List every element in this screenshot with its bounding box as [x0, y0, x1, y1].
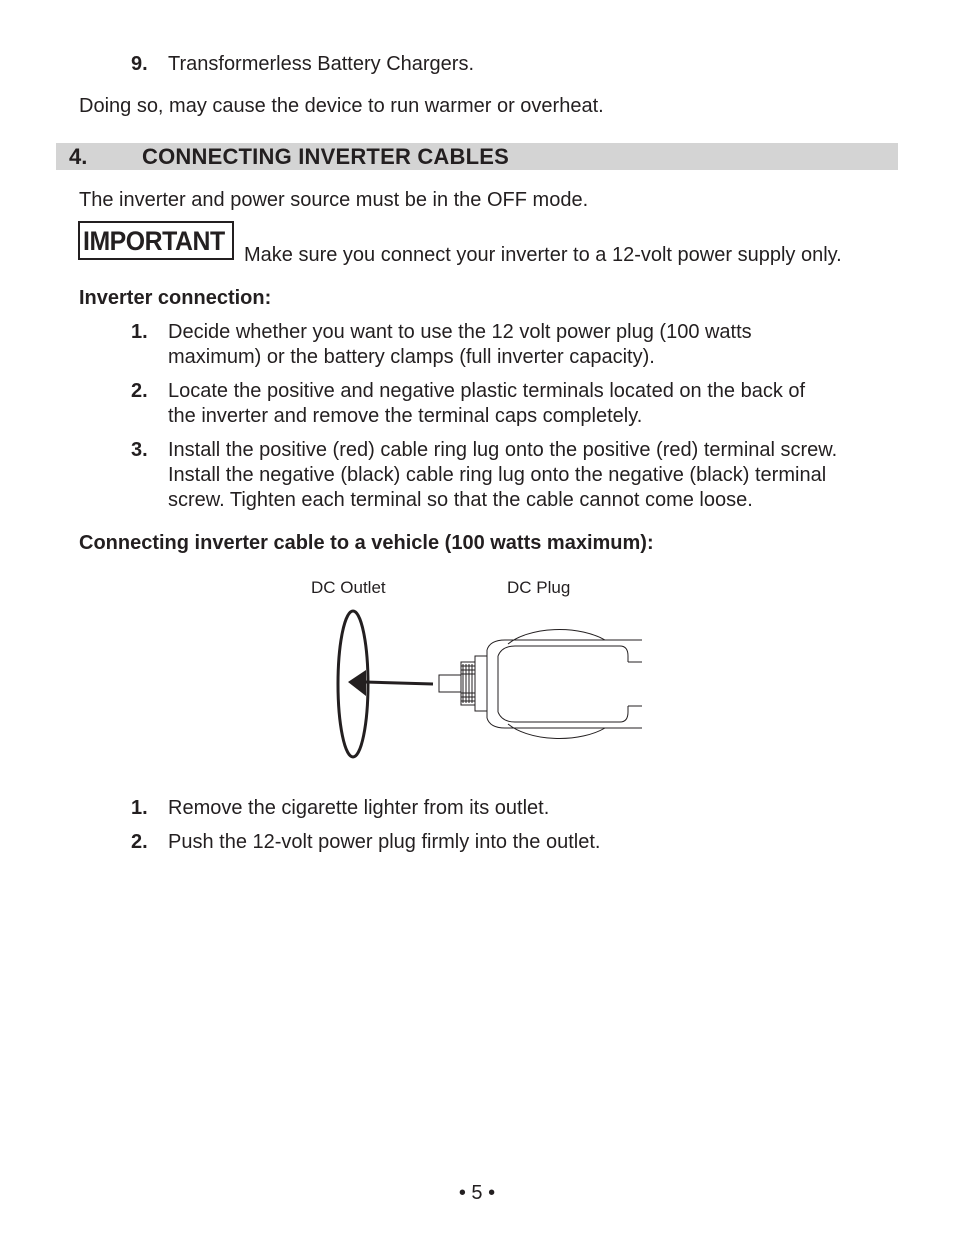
dc-plug-shape [439, 629, 642, 738]
important-badge-label: IMPORTANT [83, 226, 225, 256]
section-number: 4. [69, 144, 88, 169]
step-line: screw. Tighten each terminal so that the cable cannot come loose. [168, 489, 753, 511]
important-text: Make sure you connect your inverter to a 12-volt power supply only. [244, 244, 842, 266]
dc-outlet-label: DC Outlet [311, 578, 386, 597]
step-number: 1. [131, 321, 148, 343]
step-number: 1. [131, 797, 148, 819]
dc-plug-label: DC Plug [507, 578, 571, 597]
list-item-number: 9. [131, 53, 148, 75]
step-text: Push the 12-volt power plug firmly into the outlet. [168, 831, 601, 853]
dc-plug-diagram [320, 600, 650, 770]
insert-arrow-shaft [365, 682, 433, 684]
off-mode-note: The inverter and power source must be in the OFF mode. [79, 189, 589, 211]
inverter-connection-heading: Inverter connection: [79, 287, 272, 309]
step-line: maximum) or the battery clamps (full inverter capacity). [168, 346, 655, 368]
section-title: CONNECTING INVERTER CABLES [142, 144, 509, 169]
step-text: Remove the cigarette lighter from its outlet. [168, 797, 550, 819]
step-number: 2. [131, 380, 148, 402]
step-line: Install the positive (red) cable ring lug onto the positive (red) terminal screw. [168, 439, 838, 461]
step-number: 2. [131, 831, 148, 853]
insert-arrow-head [348, 670, 366, 696]
important-badge [78, 221, 234, 260]
step-line: Locate the positive and negative plastic terminals located on the back of [168, 380, 806, 402]
step-line: Decide whether you want to use the 12 volt power plug (100 watts [168, 321, 752, 343]
step-line: the inverter and remove the terminal caps completely. [168, 405, 643, 427]
step-number: 3. [131, 439, 148, 461]
vehicle-connection-heading: Connecting inverter cable to a vehicle (100 watts maximum): [79, 532, 654, 554]
section-header [56, 143, 898, 170]
step-line: Install the negative (black) cable ring lug onto the negative (black) terminal [168, 464, 827, 486]
list-item-text: Transformerless Battery Chargers. [168, 53, 475, 75]
page-number: • 5 • [458, 1182, 496, 1204]
intro-note: Doing so, may cause the device to run warmer or overheat. [79, 95, 604, 117]
